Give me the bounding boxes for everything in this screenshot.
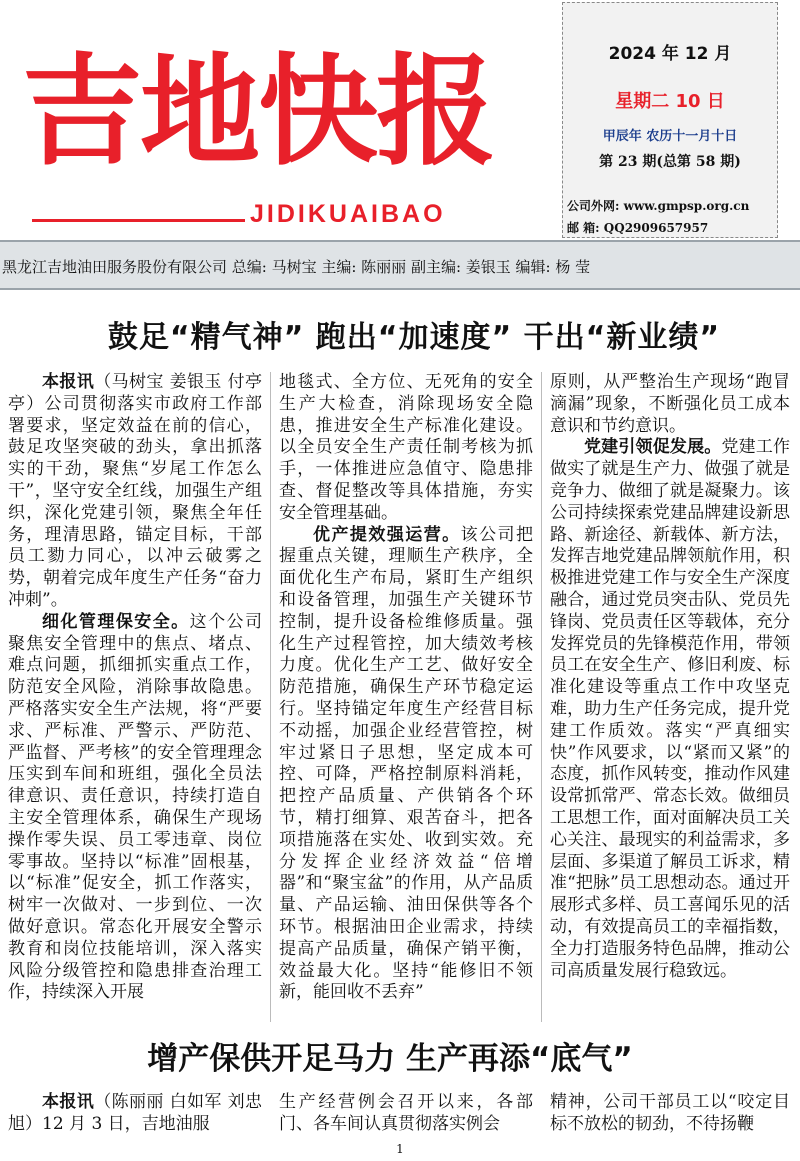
issue-weekday: 星期二 10 日 [615, 91, 725, 112]
article2-lead: 本报讯 [42, 1092, 95, 1112]
article2-column-2 [279, 1092, 533, 1138]
article2-paragraph: 精神，公司干部员工以“咬定目标不放松的韧劲，不待扬鞭 [550, 1092, 790, 1134]
masthead-pinyin: JIDIKUAIBAO [250, 200, 446, 228]
company-email: 邮 箱: QQ2909657957 [567, 221, 709, 235]
masthead-divider [32, 219, 245, 222]
column-rule [270, 372, 271, 1022]
company-website: 公司外网: www.gmpsp.org.cn [567, 199, 750, 213]
article1-lead: 本报讯 [42, 372, 95, 392]
article1-paragraph: （马树宝 姜银玉 付亭亭）公司贯彻落实市政府工作部署要求，坚定效益在前的信心，鼓足攻坚突破的劲头，拿出抓落实的干劲，聚焦“岁尾工作怎么干”，坚守安全红线，加强生产组织，深化党建引领，聚焦全年任务，理清思路，锚定目标，干部员工勠力同心，以冲云破雾之势，朝着完成年度生产任务“奋力冲刺”。 [8, 372, 262, 610]
column-rule [541, 372, 542, 1022]
staff-bar [0, 240, 800, 290]
issue-lunar-date: 甲辰年 农历十一月十日 [602, 129, 738, 144]
staff-line: 黑龙江吉地油田服务股份有限公司 总编: 马树宝 主编: 陈丽丽 副主编: 姜银玉 编辑: 杨 莹 [2, 258, 591, 276]
issue-date: 2024 年 12 月 [608, 44, 732, 64]
article1-column-2 [279, 372, 533, 1026]
article1-paragraph: 地毯式、全方位、无死角的安全生产大检查，消除现场安全隐患，推进安全生产标准化建设。以全员安全生产责任制考核为抓手，一体推进应急值守、隐患排查、督促整改等具体措施，夯实安全管理基础。 [279, 372, 533, 523]
article1-subheading: 细化管理保安全。 [42, 611, 190, 632]
article1-paragraph: 这个公司聚焦安全管理中的焦点、堵点、难点问题，抓细抓实重点工作，防范安全风险，消除事故隐患。严格落实安全生产法规，将“严要求、严标准、严警示、严防范、严监督、严考核”的安全管理理念压实到车间和班组，强化全员法律意识、责任意识，持续打造自主安全管理体系，确保生产现场操作零失误、员工零违章、岗位零事故。坚持以“标准”固根基，以“标准”促安全，抓工作落实，树牢一次做对、一步到位、一次做好意识。常态化开展安全警示教育和岗位技能培训，深入落实风险分级管控和隐患排查治理工作，持续深入开展 [8, 611, 262, 1003]
article1-paragraph: 该公司把握重点关键，理顺生产秩序，全面优化生产布局，紧盯生产组织和设备管理，加强生产关键环节控制，提升设备检维修质量。强化生产过程管控，加大绩效考核力度。优化生产工艺、做好安全防范措施，确保生产环节稳定运行。坚持锚定年度生产经营目标不动摇，加强企业经营管控，树牢过紧日子思想，坚定成本可控、可降，严格控制原料消耗，把控产品质量、产供销各个环节，精打细算、艰苦奋斗，把各项措施落在实处、收到实效。充分发挥企业经济效益“倍增器”和“聚宝盆”的作用，从产品质量、产品运输、油田保供等各个环节。根据油田企业需求，持续提高产品质量，确保产销平衡，效益最大化。坚持“能修旧不领新，能回收不丢弃” [279, 524, 533, 1003]
issue-number: 第 23 期(总第 58 期) [599, 154, 741, 170]
article1-headline: 鼓足“精气神” 跑出“加速度” 干出“新业绩” [107, 320, 721, 355]
article1-column-3 [550, 372, 790, 1026]
page-number: 1 [396, 1142, 404, 1156]
article1-subheading: 优产提效强运营。 [313, 524, 461, 545]
article2-headline: 增产保供开足马力 生产再添“底气” [147, 1041, 633, 1077]
article1-column-1 [8, 372, 262, 1026]
issue-info-box [562, 2, 778, 238]
masthead-title: 吉地快报 [22, 43, 494, 182]
article1-subheading: 党建引领促发展。 [584, 437, 722, 458]
article1-paragraph: 原则，从严整治生产现场“跑冒滴漏”现象，不断强化员工成本意识和节约意识。 [550, 372, 790, 436]
article2-paragraph: （陈丽丽 白如军 刘忠旭）12 月 3 日，吉地油服 [8, 1092, 262, 1134]
article2-paragraph: 生产经营例会召开以来，各部门、各车间认真贯彻落实例会 [279, 1092, 533, 1134]
article2-column-1 [8, 1092, 262, 1138]
article2-column-3 [550, 1092, 790, 1138]
article1-paragraph: 党建工作做实了就是生产力、做强了就是竞争力、做细了就是凝聚力。该公司持续探索党建品牌建设新思路、新途径、新载体、新方法，发挥吉地党建品牌领航作用，积极推进党建工作与安全生产深度融合，通过党员突击队、党员先锋岗、党员责任区等载体，充分发挥党员的先锋模范作用，带领员工在安全生产、修旧利废、标准化建设等重点工作中攻坚克难，助力生产任务完成，提升党建工作质效。落实“严真细实快”作风要求，以“紧而又紧”的态度，抓作风转变，推动作风建设常抓常严、常态长效。做细员工思想工作，面对面解决员工关心关注、最现实的利益需求，多层面、多渠道了解员工诉求，精准“把脉”员工思想动态。通过开展形式多样、员工喜闻乐见的活动，有效提高员工的幸福指数，全力打造服务特色品牌，推动公司高质量发展行稳致远。 [550, 437, 790, 981]
